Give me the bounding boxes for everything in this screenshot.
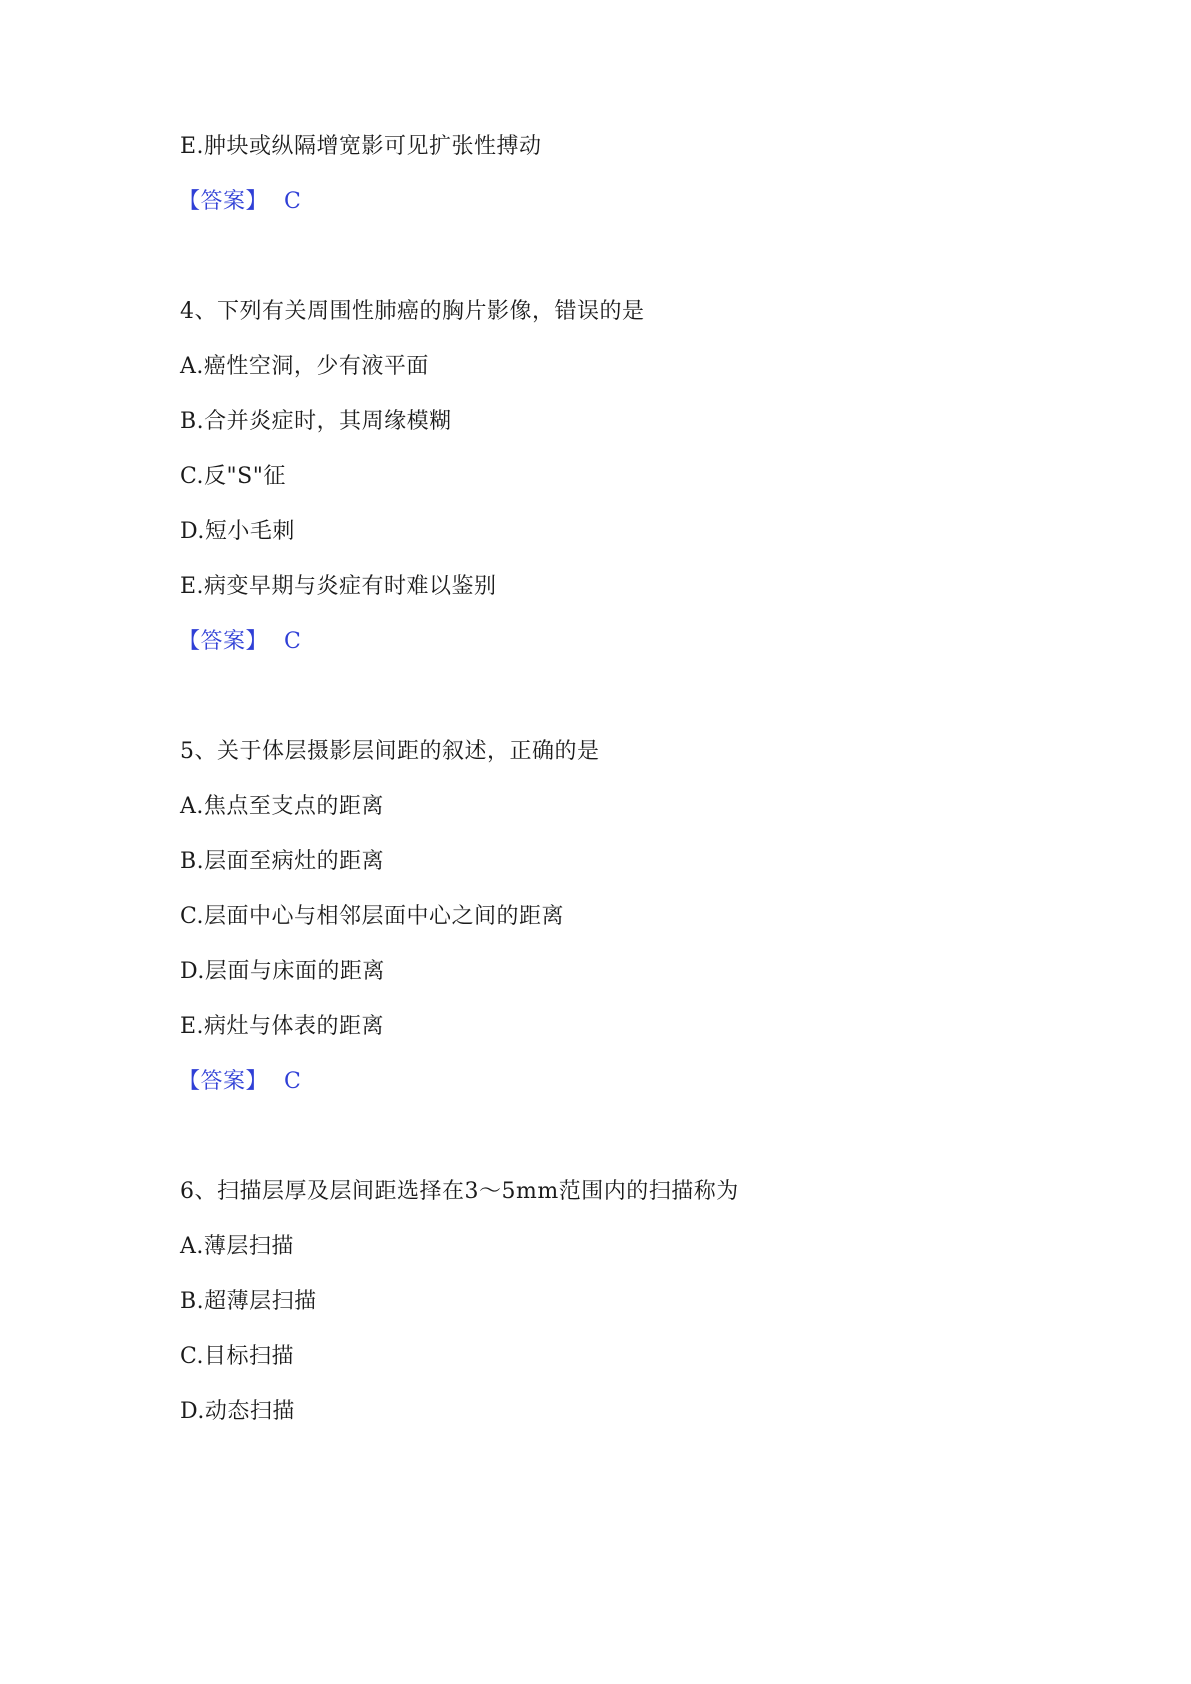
answer-label: 【答案】 <box>178 629 269 654</box>
question-5-answer <box>178 1067 301 1097</box>
question-6-option-b: B.超薄层扫描 <box>180 1289 317 1314</box>
question-5-option-a: A.焦点至支点的距离 <box>180 794 384 819</box>
question-4-answer <box>178 627 301 657</box>
answer-value: C <box>284 1069 302 1094</box>
question-6-option-a: A.薄层扫描 <box>180 1234 294 1259</box>
answer-line <box>178 187 301 217</box>
answer-value: C <box>284 629 302 654</box>
question-5-stem: 5、关于体层摄影层间距的叙述，正确的是 <box>180 739 600 764</box>
question-4-option-e: E.病变早期与炎症有时难以鉴别 <box>180 574 497 599</box>
answer-value: C <box>284 189 302 214</box>
question-4-stem: 4、下列有关周围性肺癌的胸片影像，错误的是 <box>180 299 645 324</box>
question-4-option-d: D.短小毛刺 <box>180 519 295 544</box>
question-6-option-c: C.目标扫描 <box>180 1344 295 1369</box>
answer-label: 【答案】 <box>178 189 269 214</box>
answer-label: 【答案】 <box>178 1069 269 1094</box>
question-5-option-c: C.层面中心与相邻层面中心之间的距离 <box>180 904 565 929</box>
option-e: E.肿块或纵隔增宽影可见扩张性搏动 <box>180 134 542 159</box>
question-4-option-c: C.反"S"征 <box>180 464 286 489</box>
question-5-option-b: B.层面至病灶的距离 <box>180 849 385 874</box>
question-4-option-a: A.癌性空洞，少有液平面 <box>180 354 429 379</box>
question-4-option-b: B.合并炎症时，其周缘模糊 <box>180 409 452 434</box>
question-6-option-d: D.动态扫描 <box>180 1399 295 1424</box>
question-5-option-e: E.病灶与体表的距离 <box>180 1014 385 1039</box>
question-6-stem: 6、扫描层厚及层间距选择在3～5mm范围内的扫描称为 <box>180 1179 739 1204</box>
question-5-option-d: D.层面与床面的距离 <box>180 959 385 984</box>
